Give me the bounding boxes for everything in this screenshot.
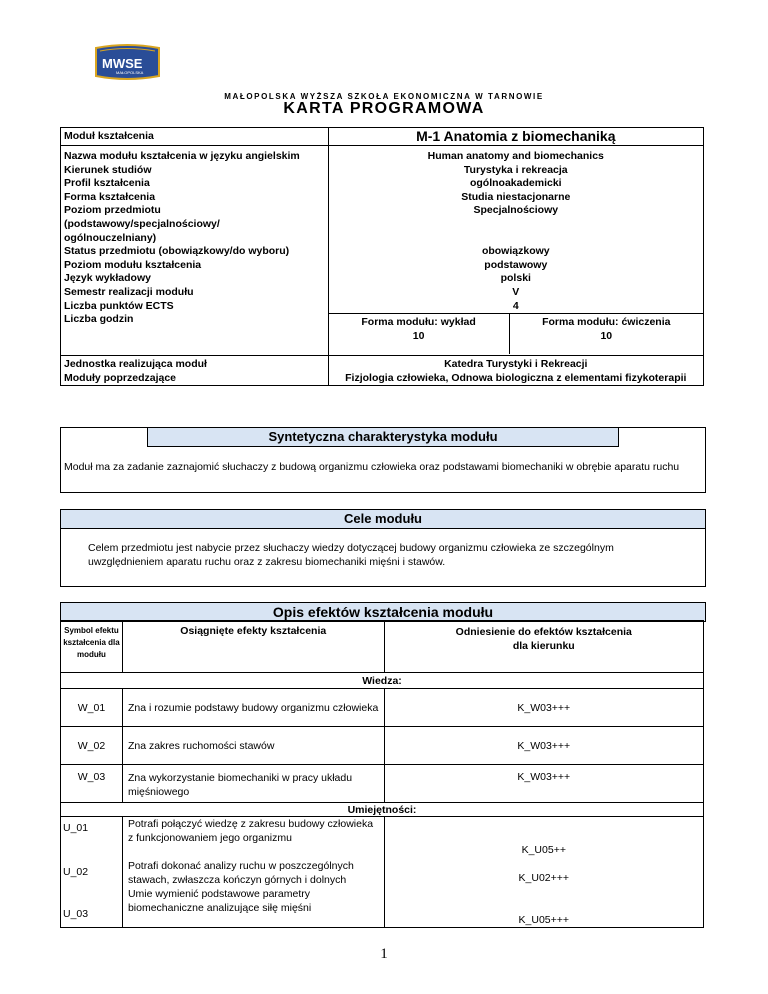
goals-text: Celem przedmiotu jest nabycie przez słuchaczy wiedzy dotyczącej budowy organizmu człowieka ze szczególnym uwzględnieniem aparatu ruchu oraz z zakresu biomechaniki mięśni i stawów. bbox=[88, 542, 614, 568]
info-label: Profil kształcenia bbox=[64, 177, 150, 190]
info-value: Turystyka i rekreacja bbox=[463, 163, 568, 176]
effects-title: Opis efektów kształcenia modułu bbox=[60, 602, 706, 622]
info-label: Semestr realizacji modułu bbox=[64, 285, 194, 298]
effect-symbol: W_03 bbox=[61, 765, 123, 803]
hours-exercise bbox=[510, 314, 703, 354]
skills-label: Umiejętności: bbox=[61, 803, 704, 817]
hours-lecture bbox=[329, 314, 510, 354]
info-value: V bbox=[512, 285, 520, 298]
info-label: Poziom przedmiotu (podstawowy/specjalnościowy/ ogólnouczelniany) bbox=[64, 204, 220, 244]
info-label: Liczba punktów ECTS bbox=[64, 299, 174, 312]
module-value: M-1 Anatomia z biomechaniką bbox=[328, 128, 703, 146]
school-name: MAŁOPOLSKA WYŻSZA SZKOŁA EKONOMICZNA W TARNOWIE bbox=[224, 92, 544, 101]
effect-reference: K_W03+++ bbox=[384, 689, 703, 727]
synthetic-text: Moduł ma za zadanie zaznajomić słuchaczy z budową organizmu człowieka oraz podstawami biomechaniki w obrębie aparatu ruchu bbox=[64, 461, 680, 473]
info-label: Forma kształcenia bbox=[64, 190, 156, 203]
effects-header: Osiągnięte efekty kształcenia bbox=[122, 621, 384, 673]
hours-lecture-label: Forma modułu: wykład bbox=[361, 316, 476, 329]
hours-lecture-value: 10 bbox=[412, 329, 425, 342]
info-label: Nazwa modułu kształcenia w języku angielskim bbox=[64, 150, 300, 162]
effect-symbol: U_02 bbox=[63, 866, 89, 878]
info-value: Specjalnościowy bbox=[473, 204, 559, 217]
info-label: Poziom modułu kształcenia bbox=[64, 258, 202, 271]
effect-text: Umie wymienić podstawowe parametry biomechaniczne analizujące siłę mięśni bbox=[127, 888, 312, 914]
effect-symbol: U_01 bbox=[63, 822, 89, 834]
page-title: KARTA PROGRAMOWA bbox=[283, 100, 485, 117]
effect-text: Zna i rozumie podstawy budowy organizmu człowieka bbox=[122, 689, 384, 727]
reference-header: Odniesienie do efektów kształcenia dla kierunku bbox=[384, 621, 703, 673]
logo-subtext: MAŁOPOLSKA bbox=[116, 70, 144, 75]
info-label: Język wykładowy bbox=[64, 272, 151, 285]
info-labels-block bbox=[61, 146, 329, 356]
page-number: 1 bbox=[380, 946, 388, 962]
logo-text: MWSE bbox=[102, 56, 143, 71]
skill-references bbox=[384, 817, 703, 928]
unit-prev-labels bbox=[61, 356, 329, 386]
info-value: 4 bbox=[512, 299, 519, 312]
effect-text: Potrafi połączyć wiedzę z zakresu budowy człowieka z funkcjonowaniem jego organizmu bbox=[127, 818, 374, 844]
unit-value: Katedra Turystyki i Rekreacji bbox=[444, 358, 588, 371]
effect-reference: K_U02+++ bbox=[518, 872, 570, 884]
effect-reference: K_W03+++ bbox=[384, 765, 703, 803]
effect-reference: K_U05++ bbox=[521, 844, 566, 856]
module-info-table bbox=[60, 127, 704, 386]
effect-symbol: U_03 bbox=[63, 908, 89, 920]
module-label: Moduł kształcenia bbox=[61, 128, 329, 146]
skill-texts bbox=[122, 817, 384, 928]
effect-text: Zna wykorzystanie biomechaniki w pracy układu mięśniowego bbox=[122, 765, 384, 803]
effect-text: Zna zakres ruchomości stawów bbox=[122, 727, 384, 765]
hours-grid bbox=[329, 313, 703, 354]
symbol-header bbox=[61, 621, 123, 673]
effect-text: Potrafi dokonać analizy ruchu w poszczególnych stawach, zwłaszcza kończyn górnych i dolnych bbox=[127, 860, 354, 886]
unit-prev-values bbox=[328, 356, 703, 386]
skill-symbols bbox=[61, 817, 123, 928]
info-value: ogólnoakademicki bbox=[469, 177, 562, 190]
prev-modules-value: Fizjologia człowieka, Odnowa biologiczna z elementami fizykoterapii bbox=[345, 371, 687, 384]
school-logo bbox=[92, 42, 163, 82]
info-value: Human anatomy and biomechanics bbox=[427, 150, 604, 162]
symbol-header-text: Symbol efektu kształcenia dla modułu bbox=[63, 626, 120, 659]
info-value: podstawowy bbox=[484, 258, 548, 271]
effect-symbol: W_02 bbox=[61, 727, 123, 765]
info-values-block bbox=[328, 146, 703, 356]
effect-reference: K_W03+++ bbox=[384, 727, 703, 765]
info-label: Kierunek studiów bbox=[64, 163, 152, 176]
hours-exercise-label: Forma modułu: ćwiczenia bbox=[542, 316, 671, 329]
effect-symbol: W_01 bbox=[61, 689, 123, 727]
info-value: polski bbox=[500, 272, 531, 285]
hours-exercise-value: 10 bbox=[600, 329, 613, 342]
prev-modules-label: Moduły poprzedzające bbox=[64, 371, 177, 384]
effect-reference: K_U05+++ bbox=[518, 914, 570, 926]
effects-table bbox=[60, 620, 704, 928]
goals-title: Cele modułu bbox=[60, 509, 706, 529]
info-value: obowiązkowy bbox=[481, 245, 550, 258]
info-value: Studia niestacjonarne bbox=[461, 190, 571, 203]
knowledge-label: Wiedza: bbox=[61, 673, 704, 689]
info-label: Status przedmiotu (obowiązkowy/do wyboru) bbox=[64, 245, 290, 258]
synthetic-title: Syntetyczna charakterystyka modułu bbox=[147, 427, 619, 447]
unit-label: Jednostka realizująca moduł bbox=[64, 358, 207, 371]
hours-label: Liczba godzin bbox=[64, 313, 134, 326]
